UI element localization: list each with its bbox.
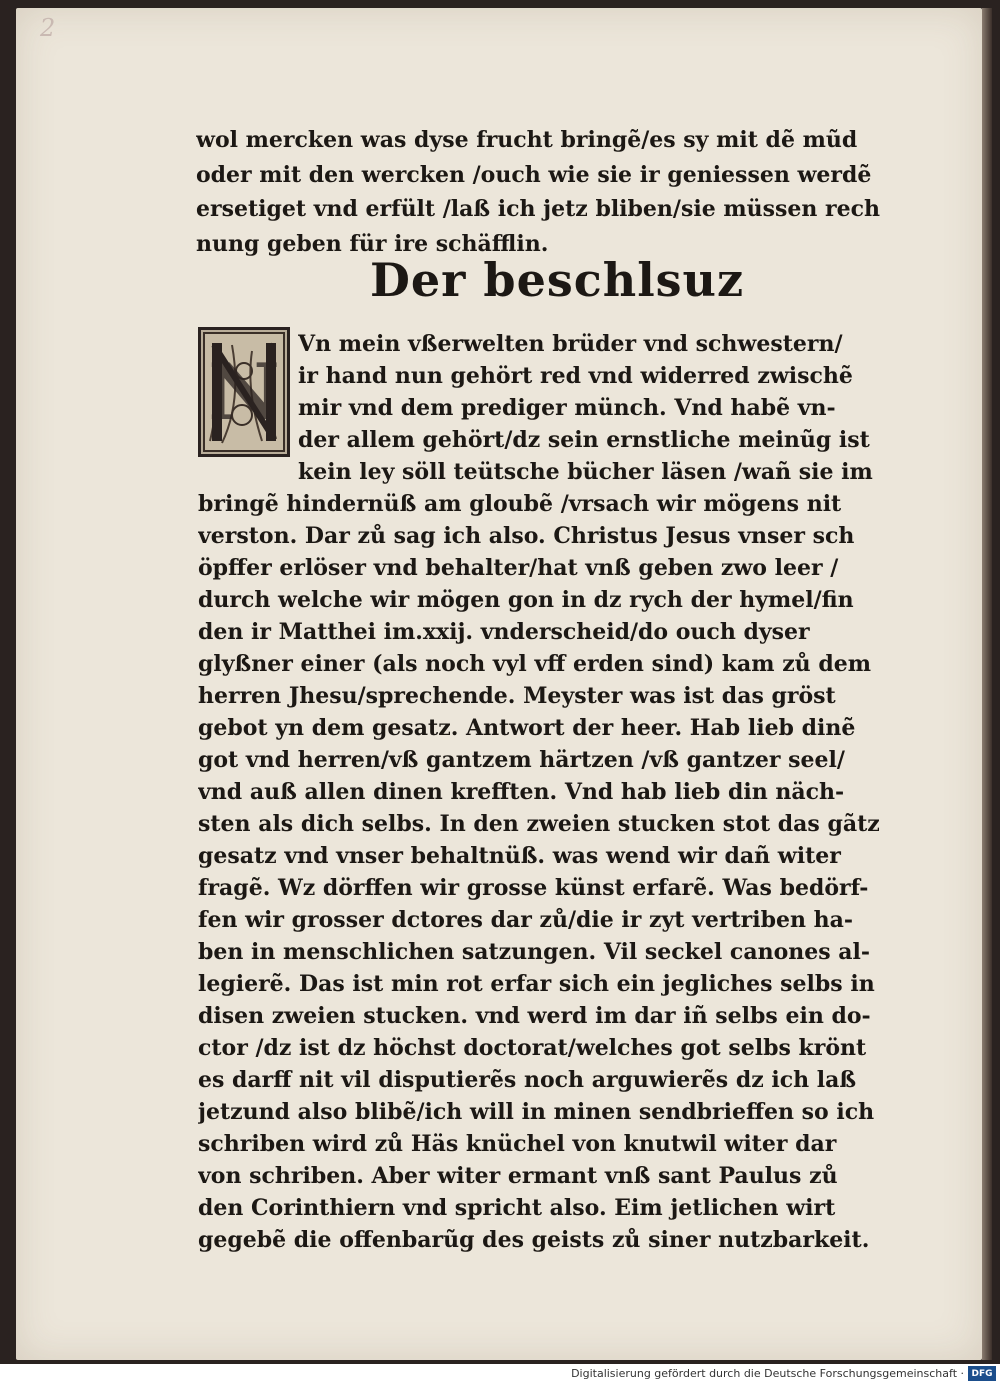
text-line: bringẽ hindernüß am gloubẽ /vrsach wir mögens nit (198, 491, 842, 517)
text-line: jetzund also blibẽ/ich will in minen sendbrieffen so ich (198, 1099, 875, 1125)
text-line: den ir Matthei im.xxij. vnderscheid/do ouch dyser (198, 619, 810, 645)
decorated-initial (198, 327, 290, 457)
text-line: gesatz vnd vnser behaltnüß. was wend wir dañ witer (198, 843, 841, 869)
text-line: Vn mein vßerwelten brüder vnd schwestern/ (298, 331, 843, 357)
text-line: fen wir grosser dctores dar zů/die ir zyt vertriben ha- (198, 907, 853, 933)
footer (0, 1364, 1000, 1384)
text-line: glyßner einer (als noch vyl vff erden sind) kam zů dem (198, 651, 871, 677)
dfg-logo: DFG (968, 1366, 996, 1381)
text-line: herren Jhesu/sprechende. Meyster was ist das gröst (198, 683, 836, 709)
text-line: got vnd herren/vß gantzem härtzen /vß gantzer seel/ (198, 747, 845, 773)
text-line: legierẽ. Das ist min rot erfar sich ein jegliches selbs in (198, 971, 875, 997)
text-line: gebot yn dem gesatz. Antwort der heer. Hab lieb dinẽ (198, 715, 856, 741)
section-heading: Der beschlsuz (370, 253, 745, 307)
text-line: ben in menschlichen satzungen. Vil seckel canones al- (198, 939, 871, 965)
text-line: sten als dich selbs. In den zweien stucken stot das gãtz (198, 811, 880, 837)
text-line: ctor /dz ist dz höchst doctorat/welches got selbs krönt (198, 1035, 867, 1061)
text-line: ir hand nun gehört red vnd widerred zwischẽ (298, 363, 853, 389)
text-line: kein ley söll teütsche bücher läsen /wañ sie im (298, 459, 873, 485)
text-line: durch welche wir mögen gon in dz rych der hymel/fin (198, 587, 854, 613)
text-line: öpffer erlöser vnd behalter/hat vnß geben zwo leer / (198, 555, 839, 581)
funding-credit: Digitalisierung gefördert durch die Deutsche Forschungsgemeinschaft · (571, 1367, 964, 1380)
text-line: der allem gehört/dz sein ernstliche meinũg ist (298, 427, 870, 453)
text-line: den Corinthiern vnd spricht also. Eim jetlichen wirt (198, 1195, 836, 1221)
text-line: gegebẽ die offenbarũg des geists zů siner nutzbarkeit. (198, 1227, 870, 1253)
text-line: schriben wird zů Häs knüchel von knutwil witer dar (198, 1131, 837, 1157)
text-line: vnd auß allen dinen krefften. Vnd hab lieb din näch- (198, 779, 845, 805)
text-line: verston. Dar zů sag ich also. Christus Jesus vnser sch (198, 523, 855, 549)
text-line: von schriben. Aber witer ermant vnß sant Paulus zů (198, 1163, 838, 1189)
text-line: ersetiget vnd erfült /laß ich jetz bliben/sie müssen rech (196, 196, 881, 223)
text-line: fragẽ. Wz dörffen wir grosse künst erfarẽ. Was bedörf- (198, 875, 869, 901)
text-line: nung geben für ire schäfflin. (196, 230, 549, 257)
page-edge (982, 8, 992, 1360)
corner-mark: 2 (40, 14, 56, 42)
text-line: es darff nit vil disputierẽs noch arguwierẽs dz ich laß (198, 1067, 857, 1093)
text-line: wol mercken was dyse frucht bringẽ/es sy mit dẽ mũd (196, 127, 858, 153)
initial-letter: N (208, 346, 280, 438)
top-paragraph (196, 123, 896, 261)
text-line: mir vnd dem prediger münch. Vnd habẽ vn- (298, 395, 836, 421)
text-line: disen zweien stucken. vnd werd im dar iñ selbs ein do- (198, 1003, 871, 1029)
text-line: oder mit den wercken /ouch wie sie ir geniessen werdẽ (196, 161, 872, 188)
